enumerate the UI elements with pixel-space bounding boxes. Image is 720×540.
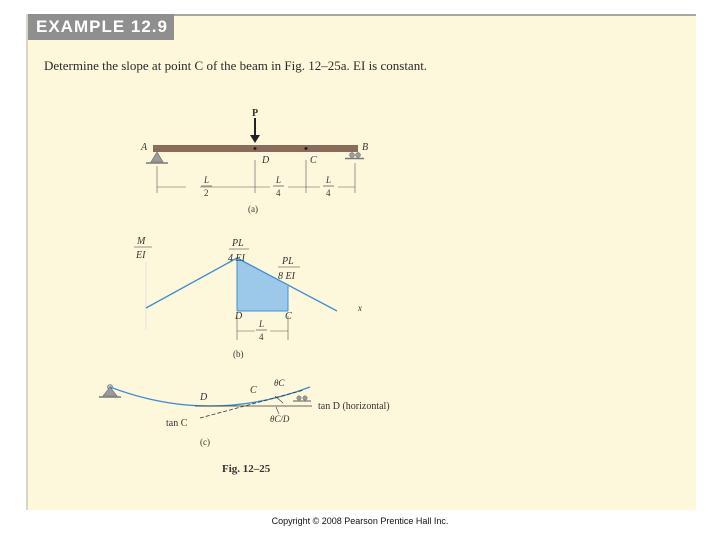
- c-pin-support: [99, 385, 121, 398]
- svg-text:4: 4: [259, 332, 264, 342]
- example-title: EXAMPLE 12.9: [36, 17, 168, 36]
- roller-support-b: [345, 153, 364, 159]
- dim-b-l-over-4: [256, 319, 267, 342]
- b-point-c-label: C: [285, 311, 292, 322]
- svg-text:L: L: [259, 319, 265, 329]
- point-d-label: D: [262, 155, 270, 166]
- copyright-footer: Copyright © 2008 Pearson Prentice Hall Inc.: [271, 516, 449, 526]
- theta-c-label: θC: [274, 378, 285, 388]
- x-axis-label: x: [358, 303, 362, 313]
- caption-b: (b): [233, 349, 244, 359]
- point-d-marker: [254, 147, 257, 150]
- dim-l-over-2: [201, 175, 212, 198]
- tan-c-label: tan C: [166, 418, 188, 429]
- b-point-d-label: D: [235, 311, 243, 322]
- theta-cd-label: θC/D: [270, 414, 290, 424]
- svg-text:4 EI: 4 EI: [228, 253, 245, 264]
- figure-b: [134, 236, 362, 359]
- point-c-marker: [305, 147, 308, 150]
- svg-text:4: 4: [326, 188, 331, 198]
- figure-c: [99, 378, 390, 447]
- figure-a: [140, 108, 368, 214]
- point-c-label: C: [310, 155, 317, 166]
- m-ei-axis-label: [134, 236, 152, 261]
- load-label: P: [252, 108, 259, 119]
- pin-support-a: [146, 152, 168, 163]
- end-b-label: B: [362, 142, 369, 153]
- end-a-label: A: [141, 142, 148, 153]
- svg-text:M: M: [137, 236, 146, 247]
- load-arrow: [250, 118, 260, 143]
- svg-text:L: L: [326, 175, 332, 185]
- caption-a: (a): [248, 204, 258, 214]
- svg-text:L: L: [276, 175, 282, 185]
- c-point-d-label: D: [200, 392, 208, 403]
- svg-text:2: 2: [204, 188, 209, 198]
- tan-d-label: tan D (horizontal): [318, 401, 390, 412]
- peak-label: [228, 238, 249, 264]
- svg-text:PL: PL: [282, 256, 294, 267]
- c-roller-support: [293, 396, 311, 401]
- theta-cd-leader: [276, 407, 279, 414]
- svg-text:4: 4: [276, 188, 281, 198]
- shaded-area: [237, 258, 288, 311]
- svg-text:EI: EI: [136, 250, 146, 261]
- svg-text:8 EI: 8 EI: [278, 271, 295, 282]
- problem-statement: Determine the slope at point C of the beam in Fig. 12–25a. EI is constant.: [44, 58, 428, 73]
- caption-c: (c): [200, 437, 210, 447]
- elastic-curve: [110, 387, 310, 406]
- figure-label: Fig. 12–25: [222, 463, 271, 475]
- svg-text:L: L: [204, 175, 210, 185]
- svg-text:PL: PL: [232, 238, 244, 249]
- c-point-c-label: C: [250, 385, 257, 396]
- mid-label: [278, 256, 300, 282]
